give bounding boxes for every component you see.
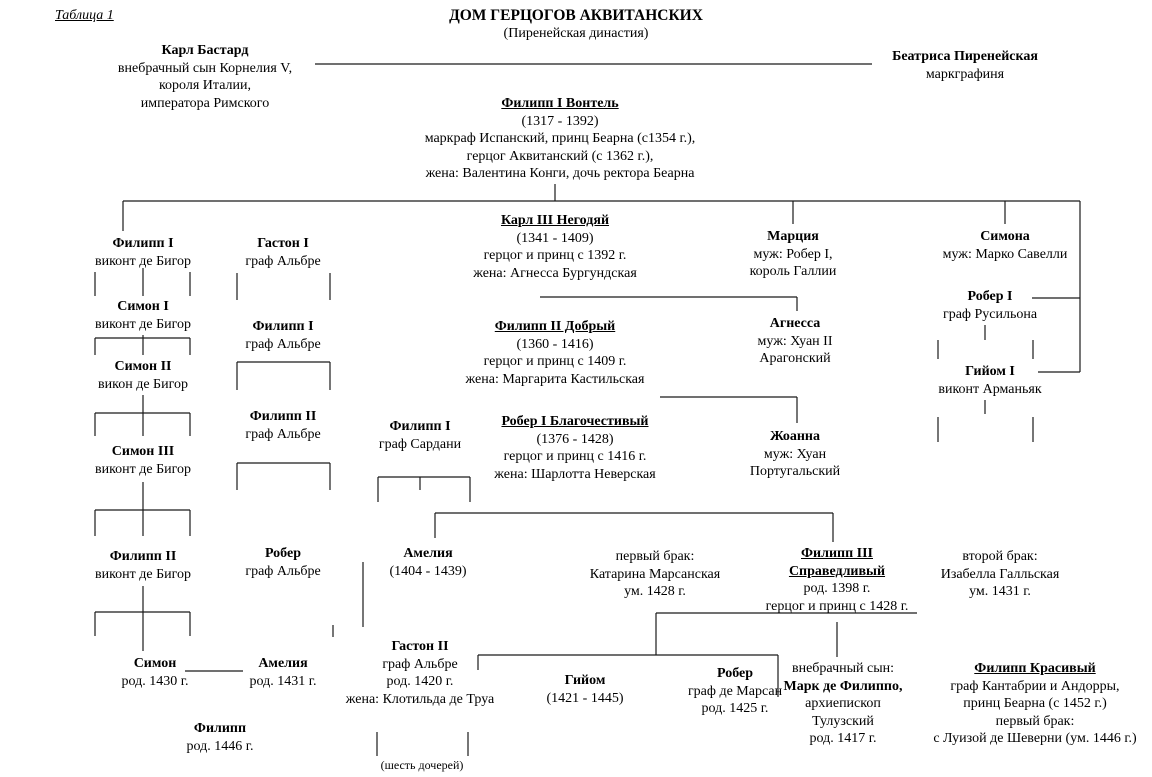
karl3-negodyay-text-line: Карл III Негодяй bbox=[500, 213, 610, 228]
karl-bastard-text-line: короля Италии, bbox=[158, 78, 252, 93]
agnessa-text-line: муж: Хуан II bbox=[757, 333, 833, 349]
page-title: ДОМ ГЕРЦОГОВ АКВИТАНСКИХ bbox=[449, 7, 703, 24]
marcia-text-line: Марция bbox=[767, 229, 819, 244]
simona bbox=[943, 228, 1068, 263]
philipp1-vontel-text-line: герцог Аквитанский (с 1362 г.), bbox=[466, 148, 654, 164]
simon2-bigorre-text-line: Симон II bbox=[114, 359, 172, 374]
philipp1-bigorre-text-line: виконт де Бигор bbox=[94, 253, 192, 269]
philipp2-bigorre bbox=[95, 548, 191, 583]
second-marriage bbox=[941, 548, 1060, 601]
philipp1-bigorre bbox=[95, 235, 191, 270]
karl-bastard-text-line: Карл Бастард bbox=[161, 43, 249, 58]
simona-text-line: муж: Марко Савелли bbox=[942, 246, 1068, 262]
rober-marsan bbox=[688, 665, 782, 718]
philipp3-spravedlivy-text-line: род. 1398 г. bbox=[803, 581, 871, 596]
simon3-bigorre-text-line: виконт де Бигор bbox=[94, 461, 192, 477]
amelia-1404 bbox=[390, 545, 467, 580]
philipp2-dobry-text-line: (1360 - 1416) bbox=[516, 336, 594, 352]
guillaume-1421-text-line: Гийом bbox=[564, 673, 606, 688]
rober1-rusilion-text-line: Робер I bbox=[967, 289, 1013, 304]
agnessa-text-line: Агнесса bbox=[769, 316, 821, 331]
philipp2-dobry-text-line: герцог и принц с 1409 г. bbox=[483, 354, 627, 369]
philipp-krasivy-text-line: принц Беарна (с 1452 г.) bbox=[963, 696, 1107, 711]
gaston2-albret-text-line: жена: Клотильда де Труа bbox=[345, 691, 495, 707]
gaston2-albret-text-line: Гастон II bbox=[391, 639, 449, 654]
rober-albret bbox=[245, 545, 320, 580]
gaston2-albret bbox=[346, 638, 494, 708]
karl-bastard-text-line: внебрачный сын Корнелия V, bbox=[117, 60, 293, 76]
philipp2-albret-text-line: Филипп II bbox=[249, 409, 317, 424]
philipp2-bigorre-text-line: виконт де Бигор bbox=[94, 566, 192, 582]
simon1-bigorre-text-line: Симон I bbox=[117, 299, 169, 314]
six-daughters bbox=[381, 757, 464, 775]
rober1-blagochestivy-text-line: (1376 - 1428) bbox=[536, 431, 614, 447]
rober-albret-text-line: граф Альбре bbox=[245, 563, 321, 579]
philipp-krasivy-text-line: Филипп Красивый bbox=[974, 661, 1096, 676]
gaston2-albret-text-line: граф Альбре bbox=[382, 656, 458, 672]
philipp1-vontel bbox=[425, 95, 696, 183]
mark-de-philippo-text-line: Тулузский bbox=[812, 713, 874, 729]
philipp-krasivy-text-line: граф Кантабрии и Андорры, bbox=[950, 678, 1120, 694]
first-marriage-text-line: ум. 1428 г. bbox=[624, 584, 686, 599]
rober-marsan-text-line: граф де Марсан bbox=[687, 683, 783, 699]
philipp-krasivy-text-line: первый брак: bbox=[995, 713, 1075, 729]
simon3-bigorre-text-line: Симон III bbox=[111, 444, 175, 459]
gaston2-albret-text-line: род. 1420 г. bbox=[386, 674, 454, 689]
table-label: Таблица 1 bbox=[55, 8, 114, 23]
philipp2-bigorre-text-line: Филипп II bbox=[109, 549, 177, 564]
rober1-blagochestivy-text-line: жена: Шарлотта Неверская bbox=[494, 466, 656, 482]
philipp1-albret bbox=[245, 318, 320, 353]
amelia-1431 bbox=[250, 655, 317, 690]
philipp-1446-text-line: род. 1446 г. bbox=[186, 738, 254, 754]
philipp3-spravedlivy-text-line: герцог и принц с 1428 г. bbox=[765, 598, 909, 614]
guillaume1-armagnac-text-line: виконт Арманьяк bbox=[938, 381, 1042, 397]
philipp1-sardani-text-line: граф Сардани bbox=[378, 436, 462, 452]
marcia-text-line: король Галлии bbox=[749, 264, 837, 279]
simon-1430-text-line: род. 1430 г. bbox=[121, 673, 189, 689]
karl-bastard-text-line: императора Римского bbox=[140, 95, 270, 111]
simon-1430 bbox=[122, 655, 189, 690]
amelia-1431-text-line: род. 1431 г. bbox=[249, 673, 317, 689]
philipp-krasivy bbox=[933, 660, 1136, 748]
first-marriage-text-line: Катарина Марсанская bbox=[589, 566, 721, 582]
karl3-negodyay-text-line: жена: Агнесса Бургундская bbox=[473, 265, 637, 281]
rober1-blagochestivy-text-line: Робер I Благочестивый bbox=[501, 414, 649, 429]
second-marriage-text-line: ум. 1431 г. bbox=[969, 584, 1031, 599]
philipp2-dobry-text-line: Филипп II Добрый bbox=[494, 319, 616, 334]
philipp1-sardani-text-line: Филипп I bbox=[389, 419, 451, 434]
mark-de-philippo-text-line: внебрачный сын: bbox=[791, 661, 895, 676]
philipp1-vontel-text-line: (1317 - 1392) bbox=[521, 113, 599, 129]
zhoanna-text-line: Португальский bbox=[749, 464, 841, 479]
rober1-blagochestivy bbox=[494, 413, 655, 483]
beatrisa-pireneyskaya-text-line: маркграфиня bbox=[925, 66, 1005, 82]
simon1-bigorre-text-line: виконт де Бигор bbox=[94, 316, 192, 332]
rober1-blagochestivy-text-line: герцог и принц с 1416 г. bbox=[503, 449, 647, 464]
six-daughters-text-line: (шесть дочерей) bbox=[380, 758, 464, 772]
philipp2-albret bbox=[245, 408, 320, 443]
philipp2-albret-text-line: граф Альбре bbox=[245, 426, 321, 442]
rober-marsan-text-line: род. 1425 г. bbox=[701, 701, 769, 716]
mark-de-philippo-text-line: род. 1417 г. bbox=[809, 731, 877, 746]
simona-text-line: Симона bbox=[980, 229, 1030, 244]
philipp3-spravedlivy-text-line: Филипп III bbox=[801, 546, 873, 561]
simon-1430-text-line: Симон bbox=[133, 656, 177, 671]
agnessa-text-line: Арагонский bbox=[759, 351, 831, 366]
rober1-rusilion bbox=[943, 288, 1037, 323]
second-marriage-text-line: второй брак: bbox=[962, 549, 1038, 564]
mark-de-philippo bbox=[783, 660, 902, 748]
philipp2-dobry bbox=[466, 318, 645, 388]
philipp1-vontel-text-line: Филипп I Вонтель bbox=[501, 96, 619, 111]
agnessa bbox=[758, 315, 833, 368]
rober-albret-text-line: Робер bbox=[264, 546, 302, 561]
marcia-text-line: муж: Робер I, bbox=[753, 246, 833, 262]
guillaume1-armagnac bbox=[938, 363, 1041, 398]
philipp1-sardani bbox=[379, 418, 461, 453]
karl3-negodyay bbox=[473, 212, 637, 282]
philipp1-albret-text-line: граф Альбре bbox=[245, 336, 321, 352]
amelia-1404-text-line: (1404 - 1439) bbox=[389, 563, 467, 579]
philipp-krasivy-text-line: с Луизой де Шеверни (ум. 1446 г.) bbox=[933, 731, 1137, 746]
mark-de-philippo-text-line: архиепископ bbox=[805, 696, 881, 711]
guillaume1-armagnac-text-line: Гийом I bbox=[965, 364, 1015, 379]
simon2-bigorre bbox=[98, 358, 188, 393]
karl3-negodyay-text-line: (1341 - 1409) bbox=[516, 230, 594, 246]
philipp-1446 bbox=[187, 720, 254, 755]
first-marriage-text-line: первый брак: bbox=[615, 549, 695, 564]
guillaume-1421-text-line: (1421 - 1445) bbox=[546, 690, 624, 706]
beatrisa-pireneyskaya bbox=[892, 48, 1038, 83]
gaston1-albret-text-line: Гастон I bbox=[257, 236, 309, 251]
zhoanna-text-line: муж: Хуан bbox=[763, 446, 827, 462]
philipp3-spravedlivy-text-line: Справедливый bbox=[788, 563, 886, 579]
philipp3-spravedlivy bbox=[766, 545, 909, 615]
rober-marsan-text-line: Робер bbox=[716, 666, 754, 681]
gaston1-albret bbox=[245, 235, 320, 270]
philipp1-vontel-text-line: жена: Валентина Конги, дочь ректора Беарна bbox=[425, 166, 695, 181]
simon1-bigorre bbox=[95, 298, 191, 333]
marcia bbox=[750, 228, 837, 281]
philipp1-bigorre-text-line: Филипп I bbox=[112, 236, 174, 251]
first-marriage bbox=[590, 548, 720, 601]
amelia-1404-text-line: Амелия bbox=[403, 546, 453, 561]
karl3-negodyay-text-line: герцог и принц с 1392 г. bbox=[483, 248, 627, 263]
philipp-1446-text-line: Филипп bbox=[193, 721, 247, 736]
philipp1-vontel-text-line: маркраф Испанский, принц Беарна (с1354 г.), bbox=[424, 131, 696, 146]
mark-de-philippo-text-line: Марк де Филиппо, bbox=[783, 678, 903, 694]
gaston1-albret-text-line: граф Альбре bbox=[245, 253, 321, 269]
zhoanna-text-line: Жоанна bbox=[770, 429, 820, 444]
karl-bastard bbox=[118, 42, 292, 112]
simon3-bigorre bbox=[95, 443, 191, 478]
rober1-rusilion-text-line: граф Русильона bbox=[942, 306, 1038, 322]
zhoanna bbox=[750, 428, 840, 481]
amelia-1431-text-line: Амелия bbox=[258, 656, 308, 671]
page-subtitle: (Пиренейская династия) bbox=[503, 26, 649, 41]
philipp1-albret-text-line: Филипп I bbox=[252, 319, 314, 334]
simon2-bigorre-text-line: викон де Бигор bbox=[98, 376, 188, 392]
second-marriage-text-line: Изабелла Галльская bbox=[940, 566, 1060, 582]
philipp2-dobry-text-line: жена: Маргарита Кастильская bbox=[465, 371, 645, 387]
beatrisa-pireneyskaya-text-line: Беатриса Пиренейская bbox=[892, 49, 1038, 64]
guillaume-1421 bbox=[547, 672, 624, 707]
